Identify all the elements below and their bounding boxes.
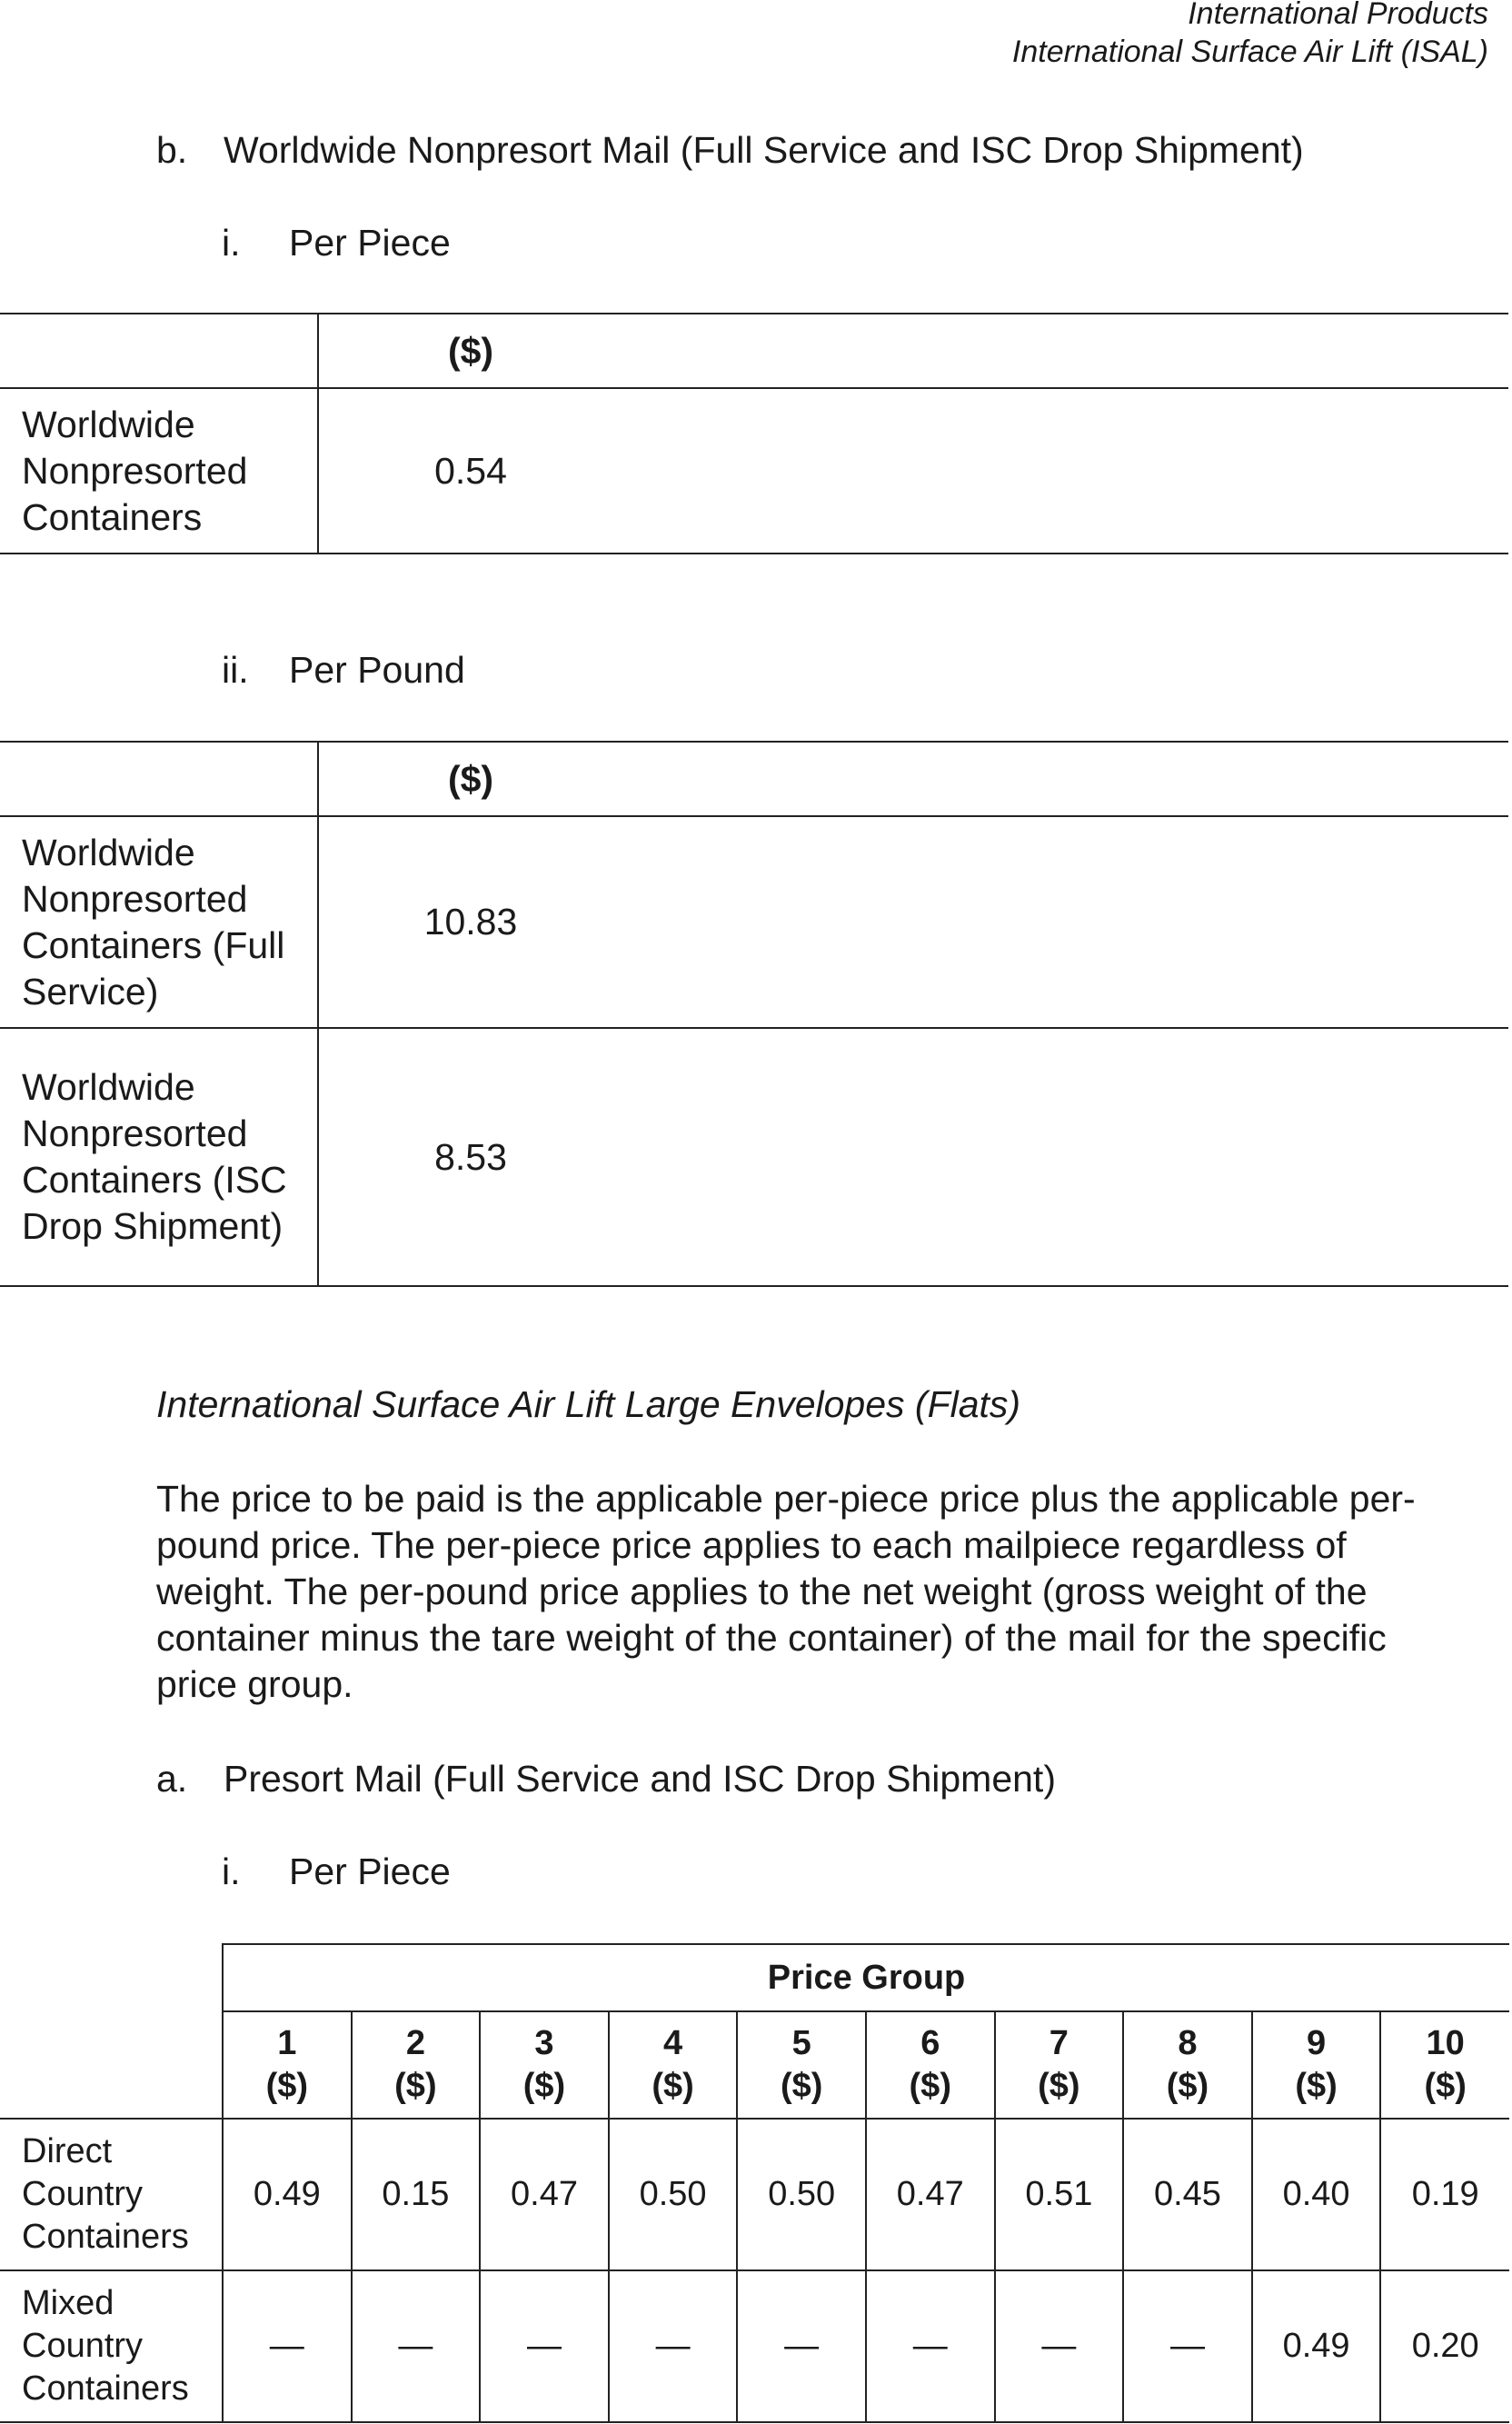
column-unit: ($) bbox=[1295, 2067, 1338, 2105]
table-row bbox=[0, 2270, 1509, 2422]
price-group-table bbox=[0, 1943, 1509, 2423]
column-header bbox=[995, 2011, 1124, 2119]
price-cell: 0.40 bbox=[1252, 2119, 1381, 2270]
column-header bbox=[1252, 2011, 1381, 2119]
per-piece-table-header-row bbox=[0, 314, 1508, 388]
column-number: 10 bbox=[1426, 2024, 1465, 2062]
price-cell: 0.47 bbox=[480, 2119, 609, 2270]
column-unit: ($) bbox=[909, 2067, 951, 2105]
price-cell: — bbox=[609, 2270, 738, 2422]
section-b-heading bbox=[156, 127, 1304, 173]
per-pound-heading bbox=[222, 647, 465, 693]
column-header bbox=[609, 2011, 738, 2119]
price-cell: 0.51 bbox=[995, 2119, 1124, 2270]
per-piece-title-2: Per Piece bbox=[289, 1850, 451, 1892]
header-line-products: International Products bbox=[1188, 0, 1488, 31]
column-unit: ($) bbox=[1166, 2067, 1209, 2105]
per-piece-title-1: Per Piece bbox=[289, 222, 451, 264]
per-piece-heading-1 bbox=[222, 220, 451, 265]
price-group-header: Price Group bbox=[223, 1944, 1509, 2011]
column-header bbox=[352, 2011, 481, 2119]
column-header bbox=[1380, 2011, 1509, 2119]
flats-paragraph: The price to be paid is the applicable per-piece price plus the applicable per-pound price. The per-piece price applies to each mailpiece regardless of weight. The per-pound price applies to the net weight (gross weight of the container minus the tare weight of the container) of the mail for the specific price group. bbox=[156, 1478, 1416, 1705]
header-line-isal: International Surface Air Lift (ISAL) bbox=[1011, 35, 1488, 69]
table-row bbox=[0, 388, 1508, 554]
row-value: 10.83 bbox=[318, 816, 622, 1028]
price-cell: — bbox=[1123, 2270, 1252, 2422]
table-row bbox=[0, 1028, 1508, 1286]
row-label: Worldwide Nonpresorted Containers (ISC Drop Shipment) bbox=[0, 1028, 318, 1286]
row-label: Worldwide Nonpresorted Containers bbox=[0, 388, 318, 554]
column-number: 6 bbox=[920, 2024, 940, 2062]
price-cell: 0.47 bbox=[866, 2119, 995, 2270]
price-cell: 0.50 bbox=[609, 2119, 738, 2270]
column-number: 2 bbox=[405, 2024, 425, 2062]
section-a-marker: a. bbox=[156, 1758, 188, 1800]
section-b-marker: b. bbox=[156, 129, 188, 171]
price-cell: 0.19 bbox=[1380, 2119, 1509, 2270]
price-cell: — bbox=[866, 2270, 995, 2422]
column-number: 9 bbox=[1306, 2024, 1327, 2062]
section-a-heading bbox=[156, 1756, 1056, 1801]
price-group-corner-cell bbox=[0, 1944, 223, 2119]
row-label: Worldwide Nonpresorted Containers (Full Service) bbox=[0, 816, 318, 1028]
row-label: Direct Country Containers bbox=[0, 2119, 223, 2270]
column-unit: ($) bbox=[652, 2067, 694, 2105]
price-cell: 0.50 bbox=[737, 2119, 866, 2270]
column-unit: ($) bbox=[780, 2067, 823, 2105]
per-piece-marker-1: i. bbox=[222, 222, 241, 264]
column-unit: ($) bbox=[1038, 2067, 1080, 2105]
price-cell: — bbox=[223, 2270, 352, 2422]
per-pound-title: Per Pound bbox=[289, 649, 465, 691]
column-number: 1 bbox=[277, 2024, 297, 2062]
per-pound-empty-header bbox=[622, 742, 1508, 816]
price-cell: — bbox=[480, 2270, 609, 2422]
price-cell: — bbox=[352, 2270, 481, 2422]
per-piece-empty-header bbox=[622, 314, 1508, 388]
price-group-header-row bbox=[0, 1944, 1509, 2011]
column-number: 8 bbox=[1178, 2024, 1198, 2062]
per-pound-table-header-row bbox=[0, 742, 1508, 816]
price-cell: 0.15 bbox=[352, 2119, 481, 2270]
row-value: 8.53 bbox=[318, 1028, 622, 1286]
flats-heading: International Surface Air Lift Large Envelopes (Flats) bbox=[156, 1383, 1021, 1425]
per-piece-corner-cell bbox=[0, 314, 318, 388]
empty-cell bbox=[622, 1028, 1508, 1286]
row-value: 0.54 bbox=[318, 388, 622, 554]
section-a-title: Presort Mail (Full Service and ISC Drop Shipment) bbox=[224, 1758, 1056, 1800]
price-cell: 0.45 bbox=[1123, 2119, 1252, 2270]
per-piece-heading-2 bbox=[222, 1849, 451, 1894]
column-number: 3 bbox=[534, 2024, 554, 2062]
per-pound-table bbox=[0, 741, 1508, 1287]
column-header bbox=[1123, 2011, 1252, 2119]
per-piece-column-header: ($) bbox=[318, 314, 622, 388]
per-piece-marker-2: i. bbox=[222, 1850, 241, 1892]
table-row bbox=[0, 2119, 1509, 2270]
per-pound-marker: ii. bbox=[222, 649, 249, 691]
column-unit: ($) bbox=[522, 2067, 566, 2105]
column-number: 4 bbox=[663, 2024, 683, 2062]
price-cell: — bbox=[995, 2270, 1124, 2422]
column-header bbox=[737, 2011, 866, 2119]
column-unit: ($) bbox=[394, 2067, 437, 2105]
per-pound-corner-cell bbox=[0, 742, 318, 816]
empty-cell bbox=[622, 388, 1508, 554]
column-number: 7 bbox=[1049, 2024, 1069, 2062]
table-row bbox=[0, 816, 1508, 1028]
column-number: 5 bbox=[791, 2024, 811, 2062]
empty-cell bbox=[622, 816, 1508, 1028]
section-b-title: Worldwide Nonpresort Mail (Full Service and ISC Drop Shipment) bbox=[224, 129, 1304, 171]
column-unit: ($) bbox=[265, 2067, 309, 2105]
column-header bbox=[223, 2011, 352, 2119]
price-cell: 0.49 bbox=[223, 2119, 352, 2270]
row-label: Mixed Country Containers bbox=[0, 2270, 223, 2422]
price-group-columns-row bbox=[0, 2011, 1509, 2119]
column-header bbox=[480, 2011, 609, 2119]
price-cell: 0.49 bbox=[1252, 2270, 1381, 2422]
column-header bbox=[866, 2011, 995, 2119]
per-pound-column-header: ($) bbox=[318, 742, 622, 816]
running-header bbox=[1012, 0, 1488, 71]
price-cell: 0.20 bbox=[1380, 2270, 1509, 2422]
column-unit: ($) bbox=[1424, 2067, 1467, 2105]
per-piece-table bbox=[0, 313, 1508, 554]
price-cell: — bbox=[737, 2270, 866, 2422]
